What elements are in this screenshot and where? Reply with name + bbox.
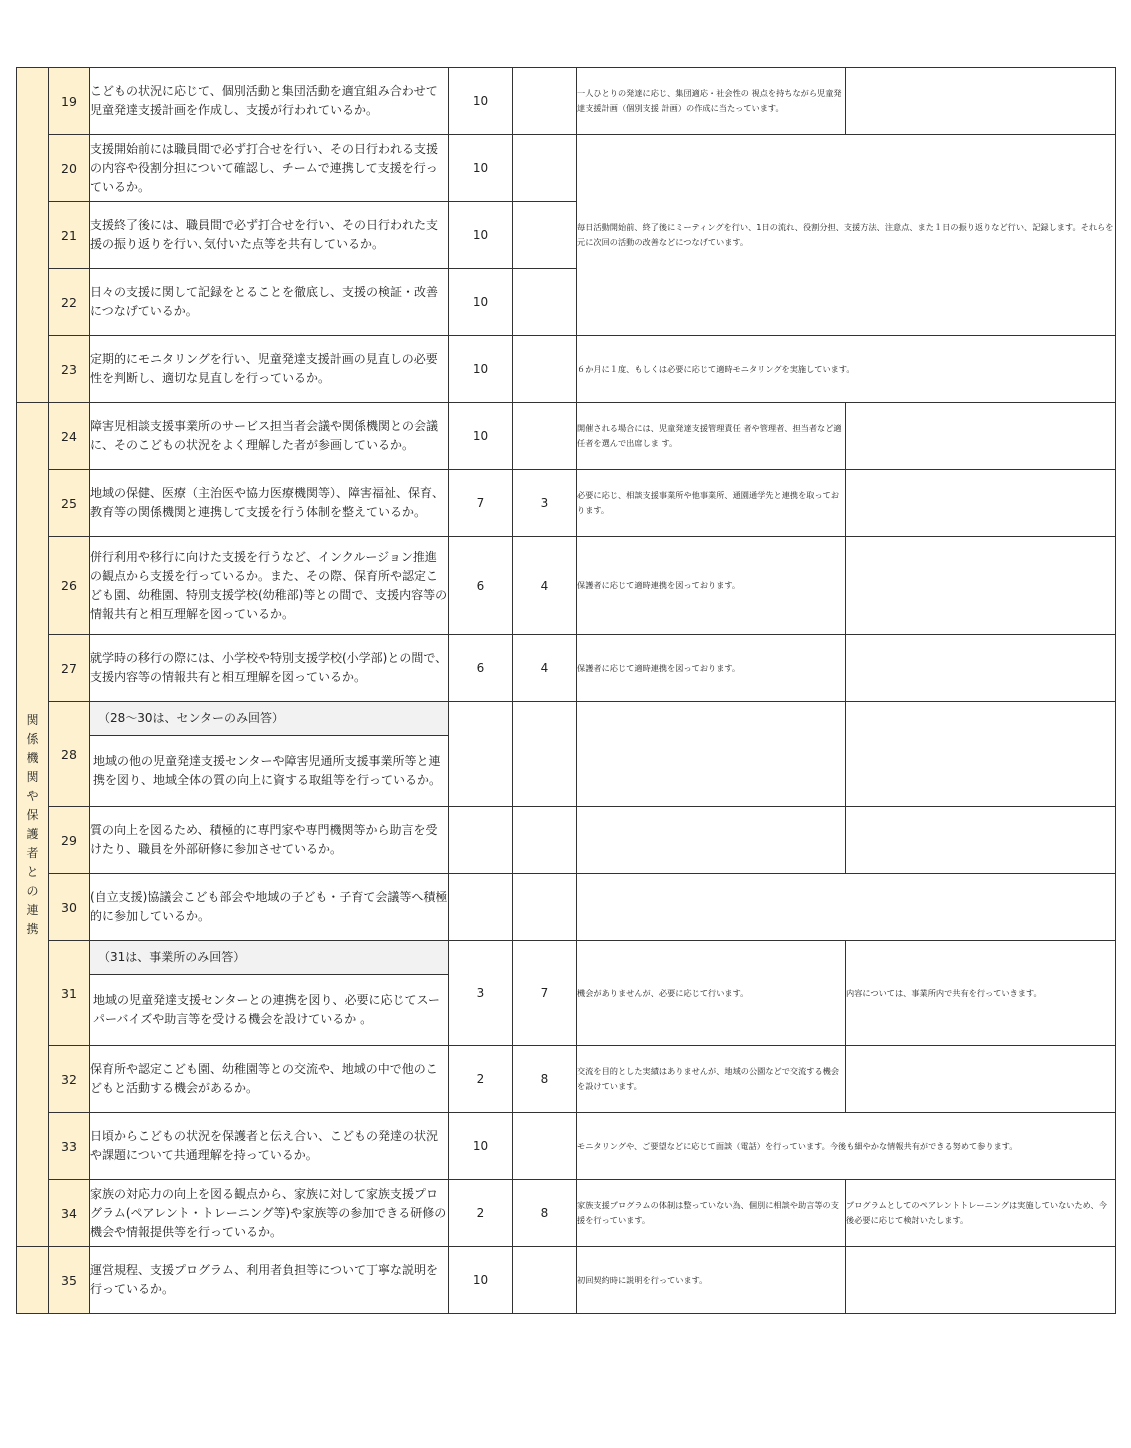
comment-cell-2 <box>846 1247 1116 1314</box>
question-cell <box>90 702 449 807</box>
row-number: 27 <box>49 635 90 702</box>
comment-cell-2 <box>846 702 1116 807</box>
no-count: 8 <box>513 1180 577 1247</box>
comment-cell: 一人ひとりの発達に応じ、集団適応・社会性の 視点を持ちながら児童発達支援計画（個別支援 計画）の作成に当たっています。 <box>577 68 846 135</box>
question-text: 就学時の移行の際には、小学校や特別支援学校(小学部)との間で、支援内容等の情報共有と相互理解を図っているか。 <box>90 635 449 702</box>
comment-cell: 開催される場合には、児童発達支援管理責任 者や管理者、担当者など適任者を選んで出席しま す。 <box>577 403 846 470</box>
comment-cell-2 <box>846 537 1116 635</box>
question-text: 定期的にモニタリングを行い、児童発達支援計画の見直しの必要性を判断し、適切な見直しを行っているか。 <box>90 336 449 403</box>
no-count <box>513 202 577 269</box>
row-number: 24 <box>49 403 90 470</box>
question-text: 地域の児童発達支援センターとの連携を図り、必要に応じてスーパーバイズや助言等を受ける機会を設けているか 。 <box>93 993 440 1026</box>
no-count <box>513 336 577 403</box>
yes-count: 10 <box>449 403 513 470</box>
row-number: 29 <box>49 807 90 874</box>
yes-count <box>449 874 513 941</box>
table-row <box>17 1113 1116 1180</box>
table-row <box>17 470 1116 537</box>
comment-cell: ６か月に１度、もしくは必要に応じて適時モニタリングを実施しています。 <box>577 336 1116 403</box>
evaluation-table <box>16 67 1116 1314</box>
no-count: 4 <box>513 635 577 702</box>
question-text: 地域の保健、医療（主治医や協力医療機関等）、障害福祉、保育、教育等の関係機関と連携して支援を行う体制を整えているか。 <box>90 470 449 537</box>
no-count <box>513 68 577 135</box>
yes-count: 10 <box>449 269 513 336</box>
yes-count <box>449 702 513 807</box>
table-row <box>17 1247 1116 1314</box>
row-number: 33 <box>49 1113 90 1180</box>
category-label: 関 係 機 関 や 保 護 者 と の 連 携 <box>17 403 49 1247</box>
comment-cell-2 <box>846 1046 1116 1113</box>
row-number: 31 <box>49 941 90 1046</box>
answer-scope-note: （28～30は、センターのみ回答） <box>90 702 448 736</box>
row-number: 26 <box>49 537 90 635</box>
question-text: 家族の対応力の向上を図る観点から、家族に対して家族支援プログラム(ペアレント・トレーニング等)や家族等の参加できる研修の機会や情報提供等を行っているか。 <box>90 1180 449 1247</box>
table-row <box>17 68 1116 135</box>
yes-count: 6 <box>449 635 513 702</box>
comment-cell-2: 内容については、事業所内で共有を行っていきます。 <box>846 941 1116 1046</box>
category-cell-support <box>17 68 49 403</box>
comment-cell <box>577 702 846 807</box>
row-number: 20 <box>49 135 90 202</box>
row-number: 35 <box>49 1247 90 1314</box>
question-text: 質の向上を図るため、積極的に専門家や専門機関等から助言を受けたり、職員を外部研修に参加させているか。 <box>90 807 449 874</box>
comment-cell-2 <box>846 403 1116 470</box>
no-count <box>513 702 577 807</box>
question-text: 日々の支援に関して記録をとることを徹底し、支援の検証・改善につなげているか。 <box>90 269 449 336</box>
yes-count: 7 <box>449 470 513 537</box>
row-number: 32 <box>49 1046 90 1113</box>
no-count <box>513 807 577 874</box>
yes-count: 2 <box>449 1180 513 1247</box>
table-row <box>17 874 1116 941</box>
no-count <box>513 1113 577 1180</box>
yes-count <box>449 807 513 874</box>
no-count: 7 <box>513 941 577 1046</box>
no-count: 3 <box>513 470 577 537</box>
yes-count: 10 <box>449 336 513 403</box>
yes-count: 10 <box>449 68 513 135</box>
table-row <box>17 1046 1116 1113</box>
no-count <box>513 1247 577 1314</box>
yes-count: 10 <box>449 1113 513 1180</box>
no-count: 4 <box>513 537 577 635</box>
table-row <box>17 537 1116 635</box>
comment-cell-2 <box>846 807 1116 874</box>
question-text: 日頃からこどもの状況を保護者と伝え合い、こどもの発達の状況や課題について共通理解を持っているか。 <box>90 1113 449 1180</box>
comment-cell: モニタリングや、ご要望などに応じて面談（電話）を行っています。今後も細やかな情報共有ができる努めて参ります。 <box>577 1113 1116 1180</box>
comment-cell: 保護者に応じて適時連携を図っております。 <box>577 537 846 635</box>
yes-count: 10 <box>449 135 513 202</box>
comment-cell: 家族支援プログラムの体制は整っていない為、個別に相談や助言等の支援を行っています。 <box>577 1180 846 1247</box>
comment-cell: 必要に応じ、相談支援事業所や他事業所、通園通学先と連携を取っております。 <box>577 470 846 537</box>
table-row <box>17 702 1116 807</box>
table-row <box>17 135 1116 202</box>
comment-cell-2 <box>846 68 1116 135</box>
question-text: こどもの状況に応じて、個別活動と集団活動を適宜組み合わせて児童発達支援計画を作成し、支援が行われているか。 <box>90 68 449 135</box>
question-text: 保育所や認定こども園、幼稚園等との交流や、地域の中で他のこどもと活動する機会があるか。 <box>90 1046 449 1113</box>
table-row <box>17 807 1116 874</box>
no-count <box>513 403 577 470</box>
question-text: 障害児相談支援事業所のサービス担当者会議や関係機関との会議に、そのこどもの状況をよく理解した者が参画しているか。 <box>90 403 449 470</box>
yes-count: 6 <box>449 537 513 635</box>
row-number: 22 <box>49 269 90 336</box>
comment-cell <box>577 807 846 874</box>
row-number: 23 <box>49 336 90 403</box>
table-row <box>17 403 1116 470</box>
yes-count: 10 <box>449 202 513 269</box>
question-text: 地域の他の児童発達支援センターや障害児通所支援事業所等と連携を図り、地域全体の質の向上に資する取組等を行っているか。 <box>93 754 442 787</box>
table-row <box>17 941 1116 1046</box>
question-text: 支援開始前には職員間で必ず打合せを行い、その日行われる支援の内容や役割分担について確認し、チームで連携して支援を行っているか。 <box>90 135 449 202</box>
question-text: 併行利用や移行に向けた支援を行うなど、インクルージョン推進の観点から支援を行っているか。また、その際、保育所や認定こども園、幼稚園、特別支援学校(幼稚部)等との間で、支援内容等の情報共有と相互理解を図っているか。 <box>90 537 449 635</box>
row-number: 28 <box>49 702 90 807</box>
comment-cell: 交流を目的とした実績はありませんが、地域の公園などで交流する機会を設けています。 <box>577 1046 846 1113</box>
no-count <box>513 269 577 336</box>
comment-cell-2: プログラムとしてのペアレントトレーニングは実施していないため、今後必要に応じて検討いたします。 <box>846 1180 1116 1247</box>
yes-count: 10 <box>449 1247 513 1314</box>
comment-cell-2 <box>846 470 1116 537</box>
no-count <box>513 135 577 202</box>
row-number: 21 <box>49 202 90 269</box>
comment-cell-2 <box>846 635 1116 702</box>
table-row <box>17 1180 1116 1247</box>
yes-count: 3 <box>449 941 513 1046</box>
category-cell-explanation <box>17 1247 49 1314</box>
table-row <box>17 336 1116 403</box>
question-text: (自立支援)協議会こども部会や地域の子ども・子育て会議等へ積極的に参加しているか。 <box>90 874 449 941</box>
comment-cell: 保護者に応じて適時連携を図っております。 <box>577 635 846 702</box>
row-number: 34 <box>49 1180 90 1247</box>
no-count <box>513 874 577 941</box>
yes-count: 2 <box>449 1046 513 1113</box>
comment-cell: 毎日活動開始前、終了後にミーティングを行い、1日の流れ、役割分担、支援方法、注意点、また１日の振り返りなど行い、記録します。それらを元に次回の活動の改善などにつなげています。 <box>577 135 1116 336</box>
question-text: 運営規程、支援プログラム、利用者負担等について丁寧な説明を行っているか。 <box>90 1247 449 1314</box>
row-number: 30 <box>49 874 90 941</box>
comment-cell: 初回契約時に説明を行っています。 <box>577 1247 846 1314</box>
no-count: 8 <box>513 1046 577 1113</box>
row-number: 19 <box>49 68 90 135</box>
comment-cell: 機会がありませんが、必要に応じて行います。 <box>577 941 846 1046</box>
row-number: 25 <box>49 470 90 537</box>
table-row <box>17 635 1116 702</box>
question-cell <box>90 941 449 1046</box>
question-text: 支援終了後には、職員間で必ず打合せを行い、その日行われた支援の振り返りを行い､気付いた点等を共有しているか。 <box>90 202 449 269</box>
answer-scope-note: （31は、事業所のみ回答） <box>90 941 448 975</box>
comment-cell <box>577 874 1116 941</box>
